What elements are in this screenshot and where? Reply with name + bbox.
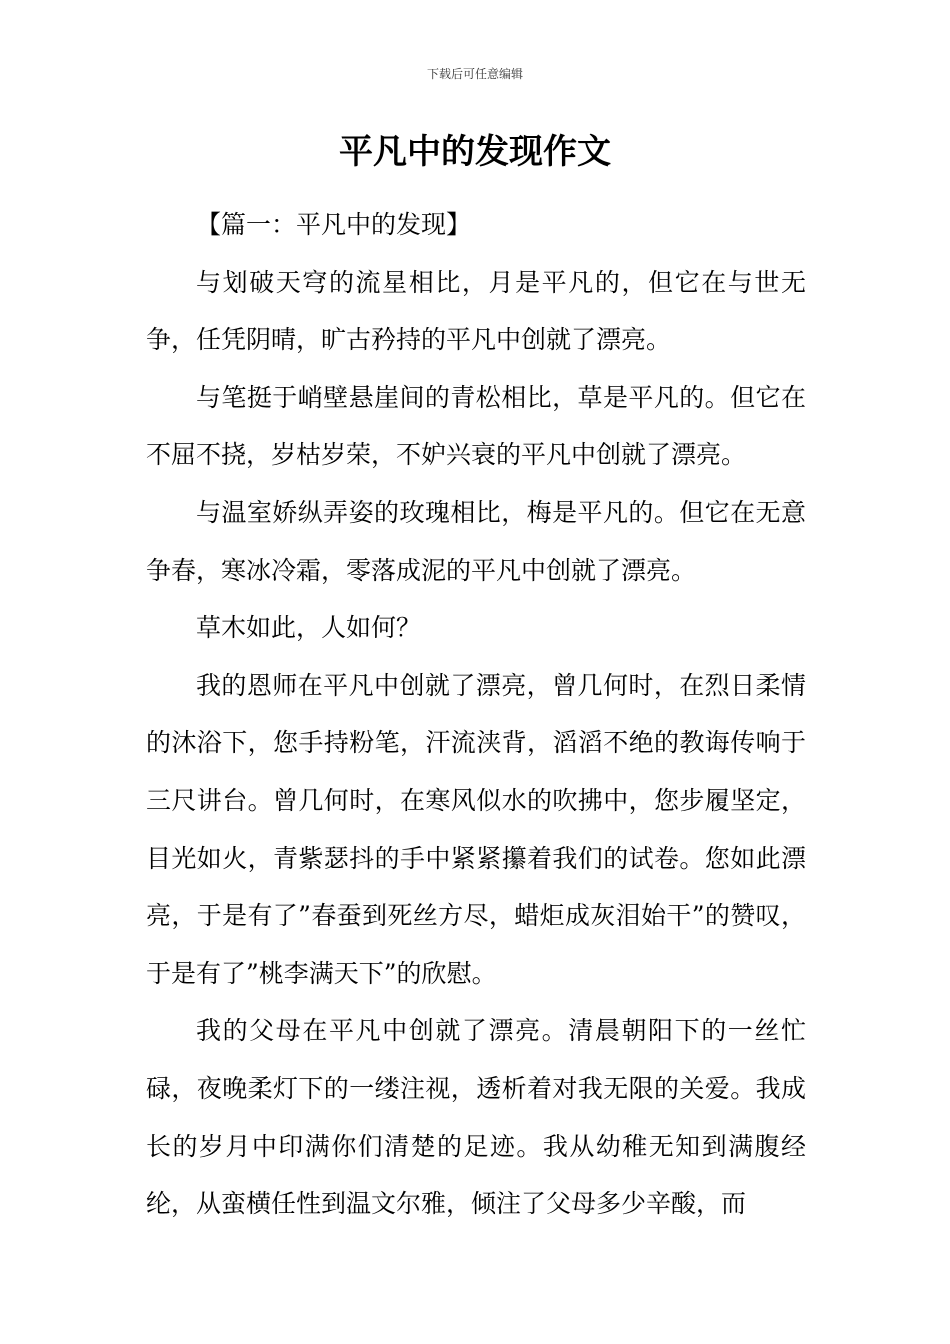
section-heading: 【篇一：平凡中的发现】	[196, 210, 472, 239]
paragraph: 我的父母在平凡中创就了漂亮。清晨朝阳下的一丝忙碌，夜晚柔灯下的一缕注视，透析着对我无限的关爱。我成长的岁月中印满你们清楚的足迹。我从幼稚无知到满腹经纶，从蛮横任性到温文尔雅，倾注了父母多少辛酸，而	[146, 1016, 806, 1219]
paragraph: 我的恩师在平凡中创就了漂亮，曾几何时，在烈日柔情的沐浴下，您手持粉笔，汗流浃背，滔滔不绝的教诲传响于三尺讲台。曾几何时，在寒风似水的吹拂中，您步履坚定，目光如火，青紫瑟抖的手中紧紧攥着我们的试卷。您如此漂亮，于是有了”春蚕到死丝方尽，蜡炬成灰泪始干”的赞叹，于是有了”桃李满天下”的欣慰。	[146, 670, 806, 988]
paragraph: 与划破天穹的流星相比，月是平凡的，但它在与世无争，任凭阴晴，旷古矜持的平凡中创就了漂亮。	[146, 267, 806, 355]
document-body	[146, 196, 806, 1233]
paragraph: 草木如此，人如何？	[196, 613, 422, 643]
document-title: 平凡中的发现作文	[339, 132, 611, 172]
paragraph: 与温室娇纵弄姿的玫瑰相比，梅是平凡的。但它在无意争春，寒冰冷霜，零落成泥的平凡中创就了漂亮。	[146, 497, 806, 585]
header-note: 下载后可任意编辑	[426, 67, 523, 81]
paragraph: 与笔挺于峭壁悬崖间的青松相比，草是平凡的。但它在不屈不挠，岁枯岁荣，不妒兴衰的平凡中创就了漂亮。	[146, 382, 806, 470]
